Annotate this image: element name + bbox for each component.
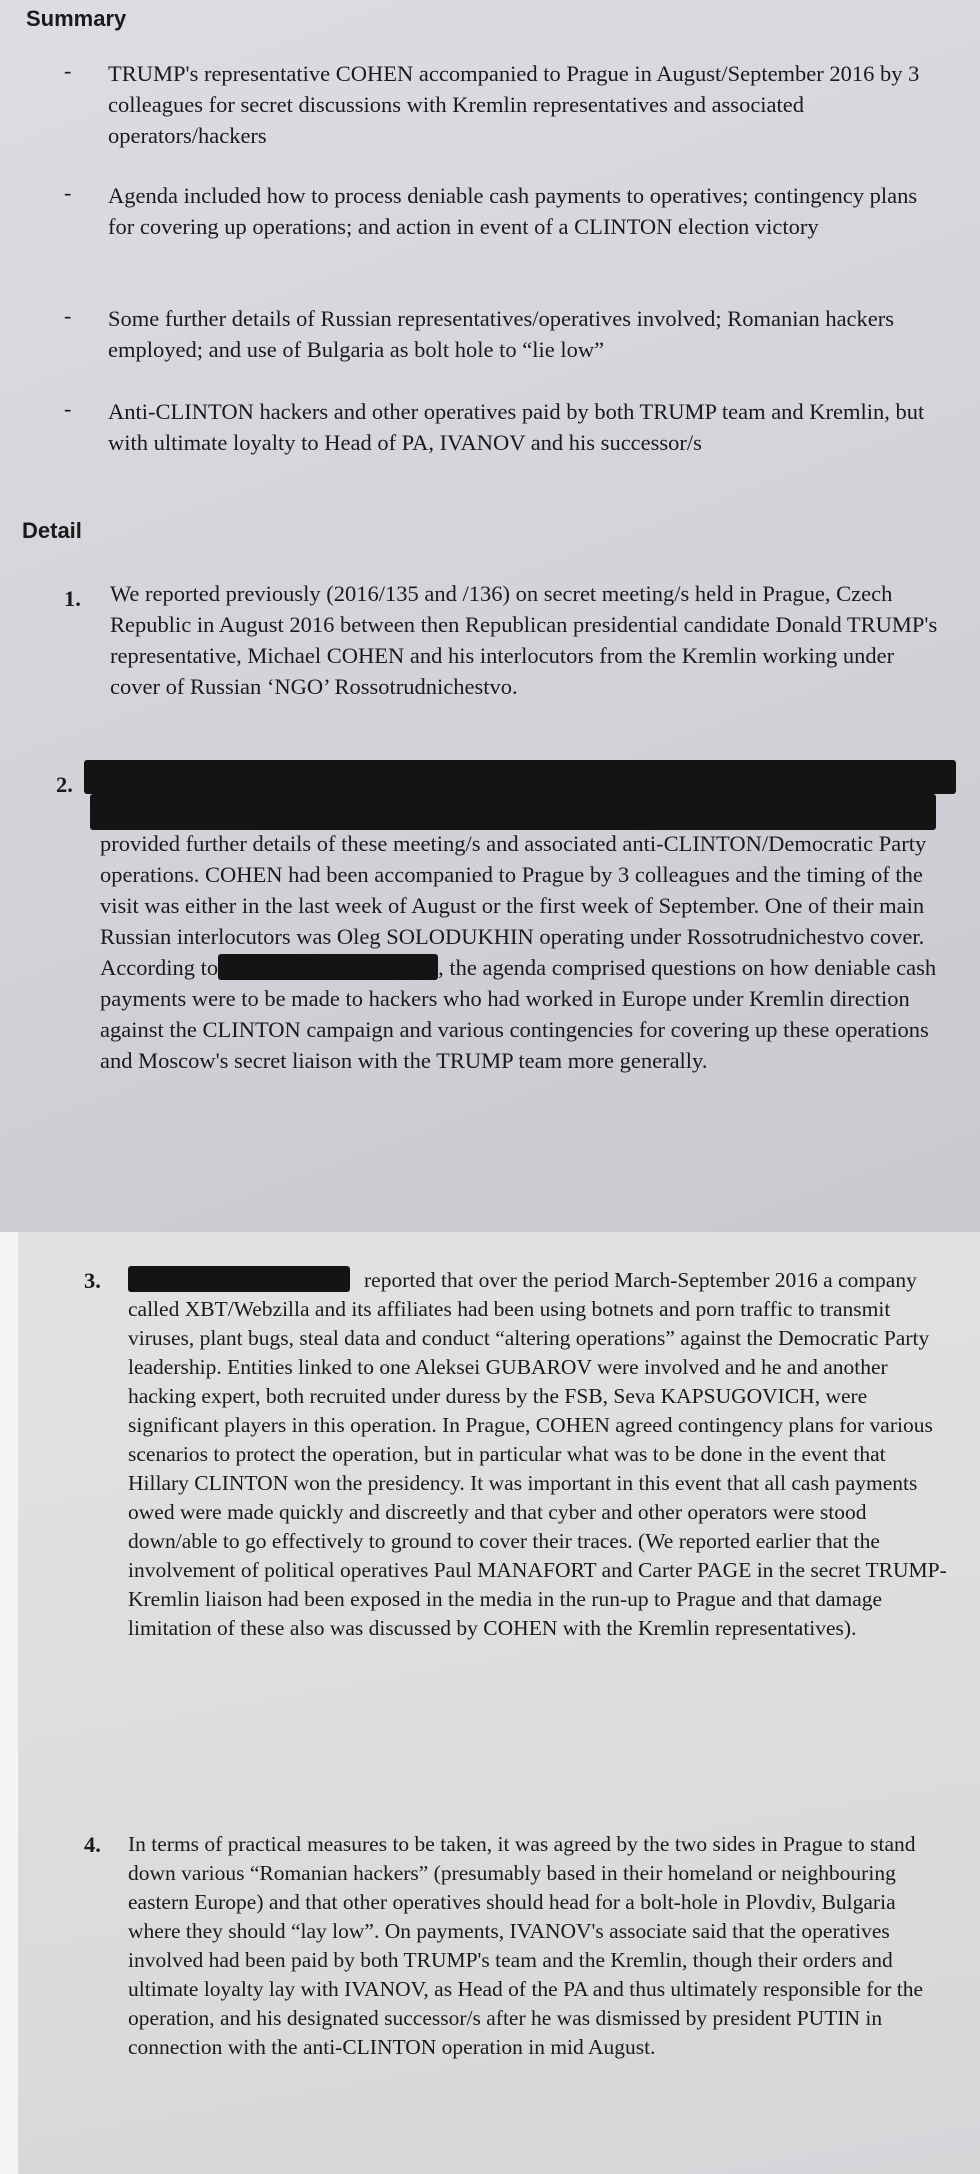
detail-paragraph-3 bbox=[128, 1266, 950, 1643]
item-number: 2. bbox=[56, 772, 73, 797]
summary-heading: Summary bbox=[26, 6, 127, 31]
item-number: 1. bbox=[64, 586, 81, 611]
paragraph-3-text: reported that over the period March-September 2016 a company called XBT/Webzilla and its affiliates had been using botnets and porn traffic to transmit viruses, plant bugs, steal data and conduct “altering operations” against the Democratic Party leadership. Entities linked to one Aleksei GUBAROV were involved and he and another hacking expert, both recruited under duress by the FSB, Seva KAPSUGOVICH, were significant players in this operation. In Prague, COHEN agreed contingency plans for various scenarios to protect the operation, but in particular what was to be done in the event that Hillary CLINTON won the presidency. It was important in this event that all cash payments owed were made quickly and discreetly and that cyber and other operators were stood down/able to go effectively to ground to cover their traces. (We reported earlier that the involvement of political operatives Paul MANAFORT and Carter PAGE in the secret TRUMP-Kremlin liaison had been exposed in the media in the run-up to Prague and that damage limitation of these also was discussed by COHEN with the Kremlin representatives). bbox=[128, 1268, 947, 1640]
bullet-marker: - bbox=[64, 180, 72, 205]
summary-bullet-2: Agenda included how to process deniable cash payments to operatives; contingency plans for covering up operations; and action in event of a CLINTON election victory bbox=[108, 183, 918, 239]
item-number: 4. bbox=[84, 1832, 101, 1857]
detail-paragraph-1: We reported previously (2016/135 and /136) on secret meeting/s held in Prague, Czech Republic in August 2016 between then Republican presidential candidate Donald TRUMP's representative, Michael COHEN and his interlocutors from the Kremlin working under cover of Russian ‘NGO’ Rossotrudnichestvo. bbox=[110, 581, 938, 699]
bullet-marker: - bbox=[64, 58, 72, 83]
paragraph-2-text-a: provided further details of these meeting/s and associated anti-CLINTON/Democratic Party operations. COHEN had been accompanied to Prague by 3 colleagues and the timing of the visit was either in the last week of August or the first week of September. One of their main Russian interlocutors was Oleg SOLODUKHIN operating under Rossotrudnichestvo cover. According to bbox=[100, 831, 927, 980]
redaction-bar bbox=[90, 794, 936, 830]
detail-heading: Detail bbox=[22, 518, 82, 543]
document-page-2 bbox=[18, 1232, 980, 2174]
item-number: 3. bbox=[84, 1268, 101, 1293]
detail-paragraph-2 bbox=[100, 828, 958, 1076]
bullet-marker: - bbox=[64, 396, 72, 421]
page-gap bbox=[0, 1232, 18, 2174]
redaction-inline bbox=[218, 954, 438, 980]
redaction-inline bbox=[128, 1266, 350, 1292]
paragraph-2-text-b: , the agenda comprised questions on how deniable cash payments were to be made to hackers who had worked in Europe under Kremlin direction against the CLINTON campaign and various contingencies for covering up these operations and Moscow's secret liaison with the TRUMP team more generally. bbox=[100, 955, 937, 1073]
summary-bullet-3: Some further details of Russian representatives/operatives involved; Romanian hackers employed; and use of Bulgaria as bolt hole to “lie low” bbox=[108, 306, 895, 362]
bullet-marker: - bbox=[64, 303, 72, 328]
summary-bullet-1: TRUMP's representative COHEN accompanied to Prague in August/September 2016 by 3 colleagues for secret discussions with Kremlin representatives and associated operators/hackers bbox=[108, 61, 920, 148]
detail-paragraph-4: In terms of practical measures to be taken, it was agreed by the two sides in Prague to stand down various “Romanian hackers” (presumably based in their homeland or neighbouring eastern Europe) and that other operatives should head for a bolt-hole in Plovdiv, Bulgaria where they should “lay low”. On payments, IVANOV's associate said that the operatives involved had been paid by both TRUMP's team and the Kremlin, though their orders and ultimate loyalty lay with IVANOV, as Head of the PA and thus ultimately responsible for the operation, and his designated successor/s after he was dismissed by president PUTIN in connection with the anti-CLINTON operation in mid August. bbox=[128, 1832, 923, 2059]
summary-bullet-4: Anti-CLINTON hackers and other operatives paid by both TRUMP team and Kremlin, but with ultimate loyalty to Head of PA, IVANOV and his successor/s bbox=[108, 399, 925, 455]
redaction-bar bbox=[84, 760, 956, 794]
